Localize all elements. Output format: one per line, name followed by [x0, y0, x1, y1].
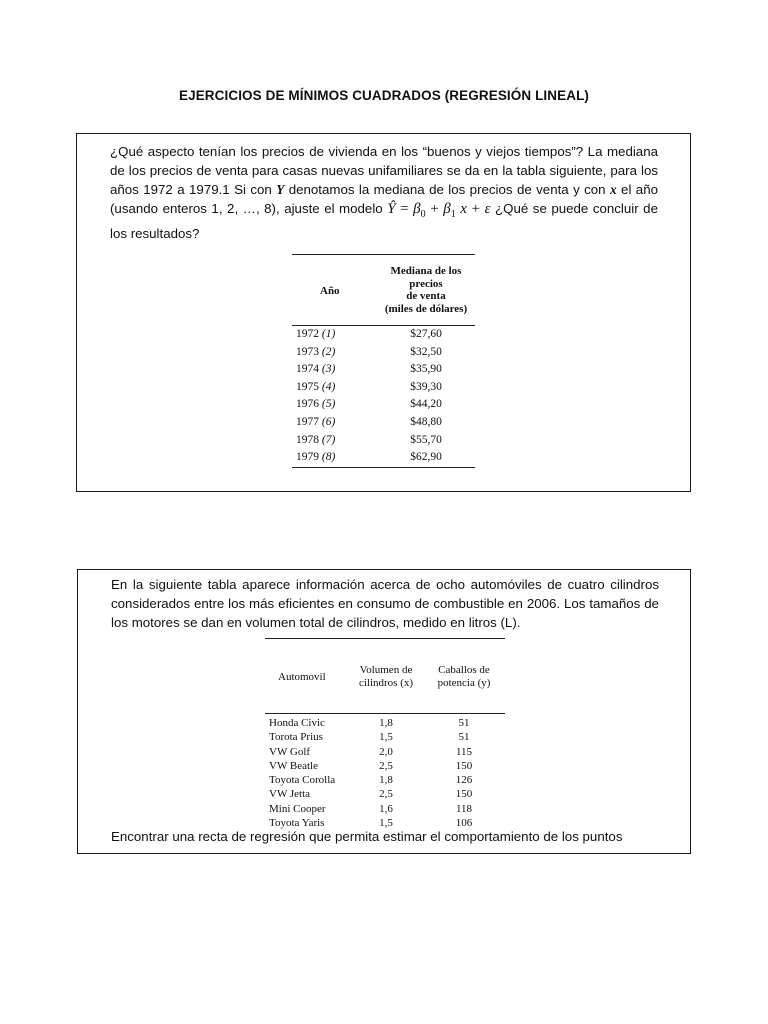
regression-model-formula: Ŷ = $\beta_0 + \beta_1$ x + ε — [387, 201, 491, 220]
exercise-2-statement: En la siguiente tabla aparece información acerca de ocho automóviles de cuatro cilindros considerados entre los más eficientes en consumo de combustible en 2006. Los tamaños de los motores se dan en volumen total de cilindros, medido en litros (L). — [111, 577, 659, 630]
price-cell: $62,90 — [410, 451, 442, 464]
volume-cell: 1,8 — [379, 774, 393, 787]
car-engine-table — [265, 638, 505, 830]
horsepower-cell: 118 — [455, 802, 473, 815]
table-header — [292, 255, 475, 325]
exercise-1-statement — [110, 142, 658, 243]
volume-cell: 2,5 — [379, 759, 393, 772]
table-row — [292, 449, 475, 467]
column-header-volume: Volumen de cilindros (x) — [358, 664, 414, 689]
car-cell: VW Beatle — [269, 759, 318, 772]
car-cell: VW Jetta — [269, 788, 311, 801]
table-row — [292, 379, 475, 397]
volume-cell: 2,5 — [379, 788, 393, 801]
table-row — [265, 802, 505, 816]
year-cell: 1976 (5) — [296, 398, 336, 411]
car-cell: Toyota Yaris — [269, 817, 325, 830]
table-row — [265, 787, 505, 801]
year-cell: 1973 (2) — [296, 345, 336, 358]
price-cell: $39,30 — [410, 380, 442, 393]
table-row — [292, 432, 475, 450]
table-row — [292, 344, 475, 362]
document-title: EJERCICIOS DE MÍNIMOS CUADRADOS (REGRESIÓN LINEAL) — [178, 88, 590, 103]
volume-cell: 1,5 — [379, 817, 393, 830]
horsepower-cell: 106 — [455, 817, 473, 830]
car-cell: Torota Prius — [269, 731, 323, 744]
horsepower-cell: 115 — [455, 745, 473, 758]
table-row — [292, 396, 475, 414]
price-cell: $44,20 — [410, 398, 442, 411]
year-cell: 1974 (3) — [296, 363, 336, 376]
volume-cell: 1,8 — [379, 717, 393, 729]
car-cell: Honda Civic — [269, 717, 325, 729]
table-row — [265, 759, 505, 773]
year-cell: 1975 (4) — [296, 380, 336, 393]
statement-text: el año (usando enteros 1, 2, …, 8), ajuste el modelo — [110, 182, 658, 216]
price-cell: $55,70 — [410, 433, 442, 446]
year-cell: 1979 (8) — [296, 451, 336, 464]
price-cell: $27,60 — [410, 328, 442, 340]
table-row — [265, 745, 505, 759]
car-cell: VW Golf — [269, 745, 311, 758]
column-header-price: Mediana de los precios de venta (miles de dólares) — [384, 265, 468, 315]
exercise-1-box — [76, 133, 691, 492]
table-row — [265, 773, 505, 787]
table-row — [292, 414, 475, 432]
exercise-2-box — [77, 569, 691, 854]
horsepower-cell: 150 — [455, 788, 473, 801]
price-cell: $48,80 — [410, 415, 442, 428]
table-row — [265, 730, 505, 744]
table-row — [292, 361, 475, 379]
statement-text: ¿Qué se puede concluir de los resultados? — [110, 201, 658, 241]
statement-text: denotamos la mediana de los precios de venta y con — [284, 182, 610, 197]
table-body — [265, 714, 505, 830]
price-cell: $35,90 — [410, 363, 442, 376]
car-cell: Toyota Corolla — [269, 774, 336, 787]
exercise-2-instruction: Encontrar una recta de regresión que permita estimar el comportamiento de los puntos — [111, 829, 623, 844]
housing-price-table — [292, 254, 475, 468]
horsepower-cell: 126 — [455, 774, 473, 787]
horsepower-cell: 51 — [458, 731, 470, 744]
column-header-horsepower: Caballos de potencia (y) — [437, 664, 491, 689]
price-cell: $32,50 — [410, 345, 442, 358]
table-row — [292, 326, 475, 344]
volume-cell: 2,0 — [379, 745, 393, 758]
column-header-year: Año — [320, 285, 340, 297]
volume-cell: 1,5 — [379, 731, 393, 744]
variable-x: x — [609, 182, 617, 197]
table-header — [265, 639, 505, 713]
statement-text: ¿Qué aspecto tenían los precios de vivienda en los “buenos y viejos tiempos”? La mediana de los precios de venta para casas nuevas unifamiliares se da en la tabla siguiente, para los años 1972 a 1979.1 Si con — [110, 144, 658, 197]
column-header-car: Automovil — [278, 671, 326, 683]
table-body — [292, 326, 475, 467]
car-cell: Mini Cooper — [269, 802, 326, 815]
horsepower-cell: 51 — [458, 717, 470, 729]
year-cell: 1977 (6) — [296, 415, 336, 428]
year-cell: 1978 (7) — [296, 433, 336, 446]
year-cell: 1972 (1) — [296, 328, 336, 340]
horsepower-cell: 150 — [455, 759, 473, 772]
table-bottom-rule — [292, 467, 475, 468]
variable-y: Y — [276, 182, 285, 197]
table-row — [265, 716, 505, 730]
volume-cell: 1,6 — [379, 802, 393, 815]
